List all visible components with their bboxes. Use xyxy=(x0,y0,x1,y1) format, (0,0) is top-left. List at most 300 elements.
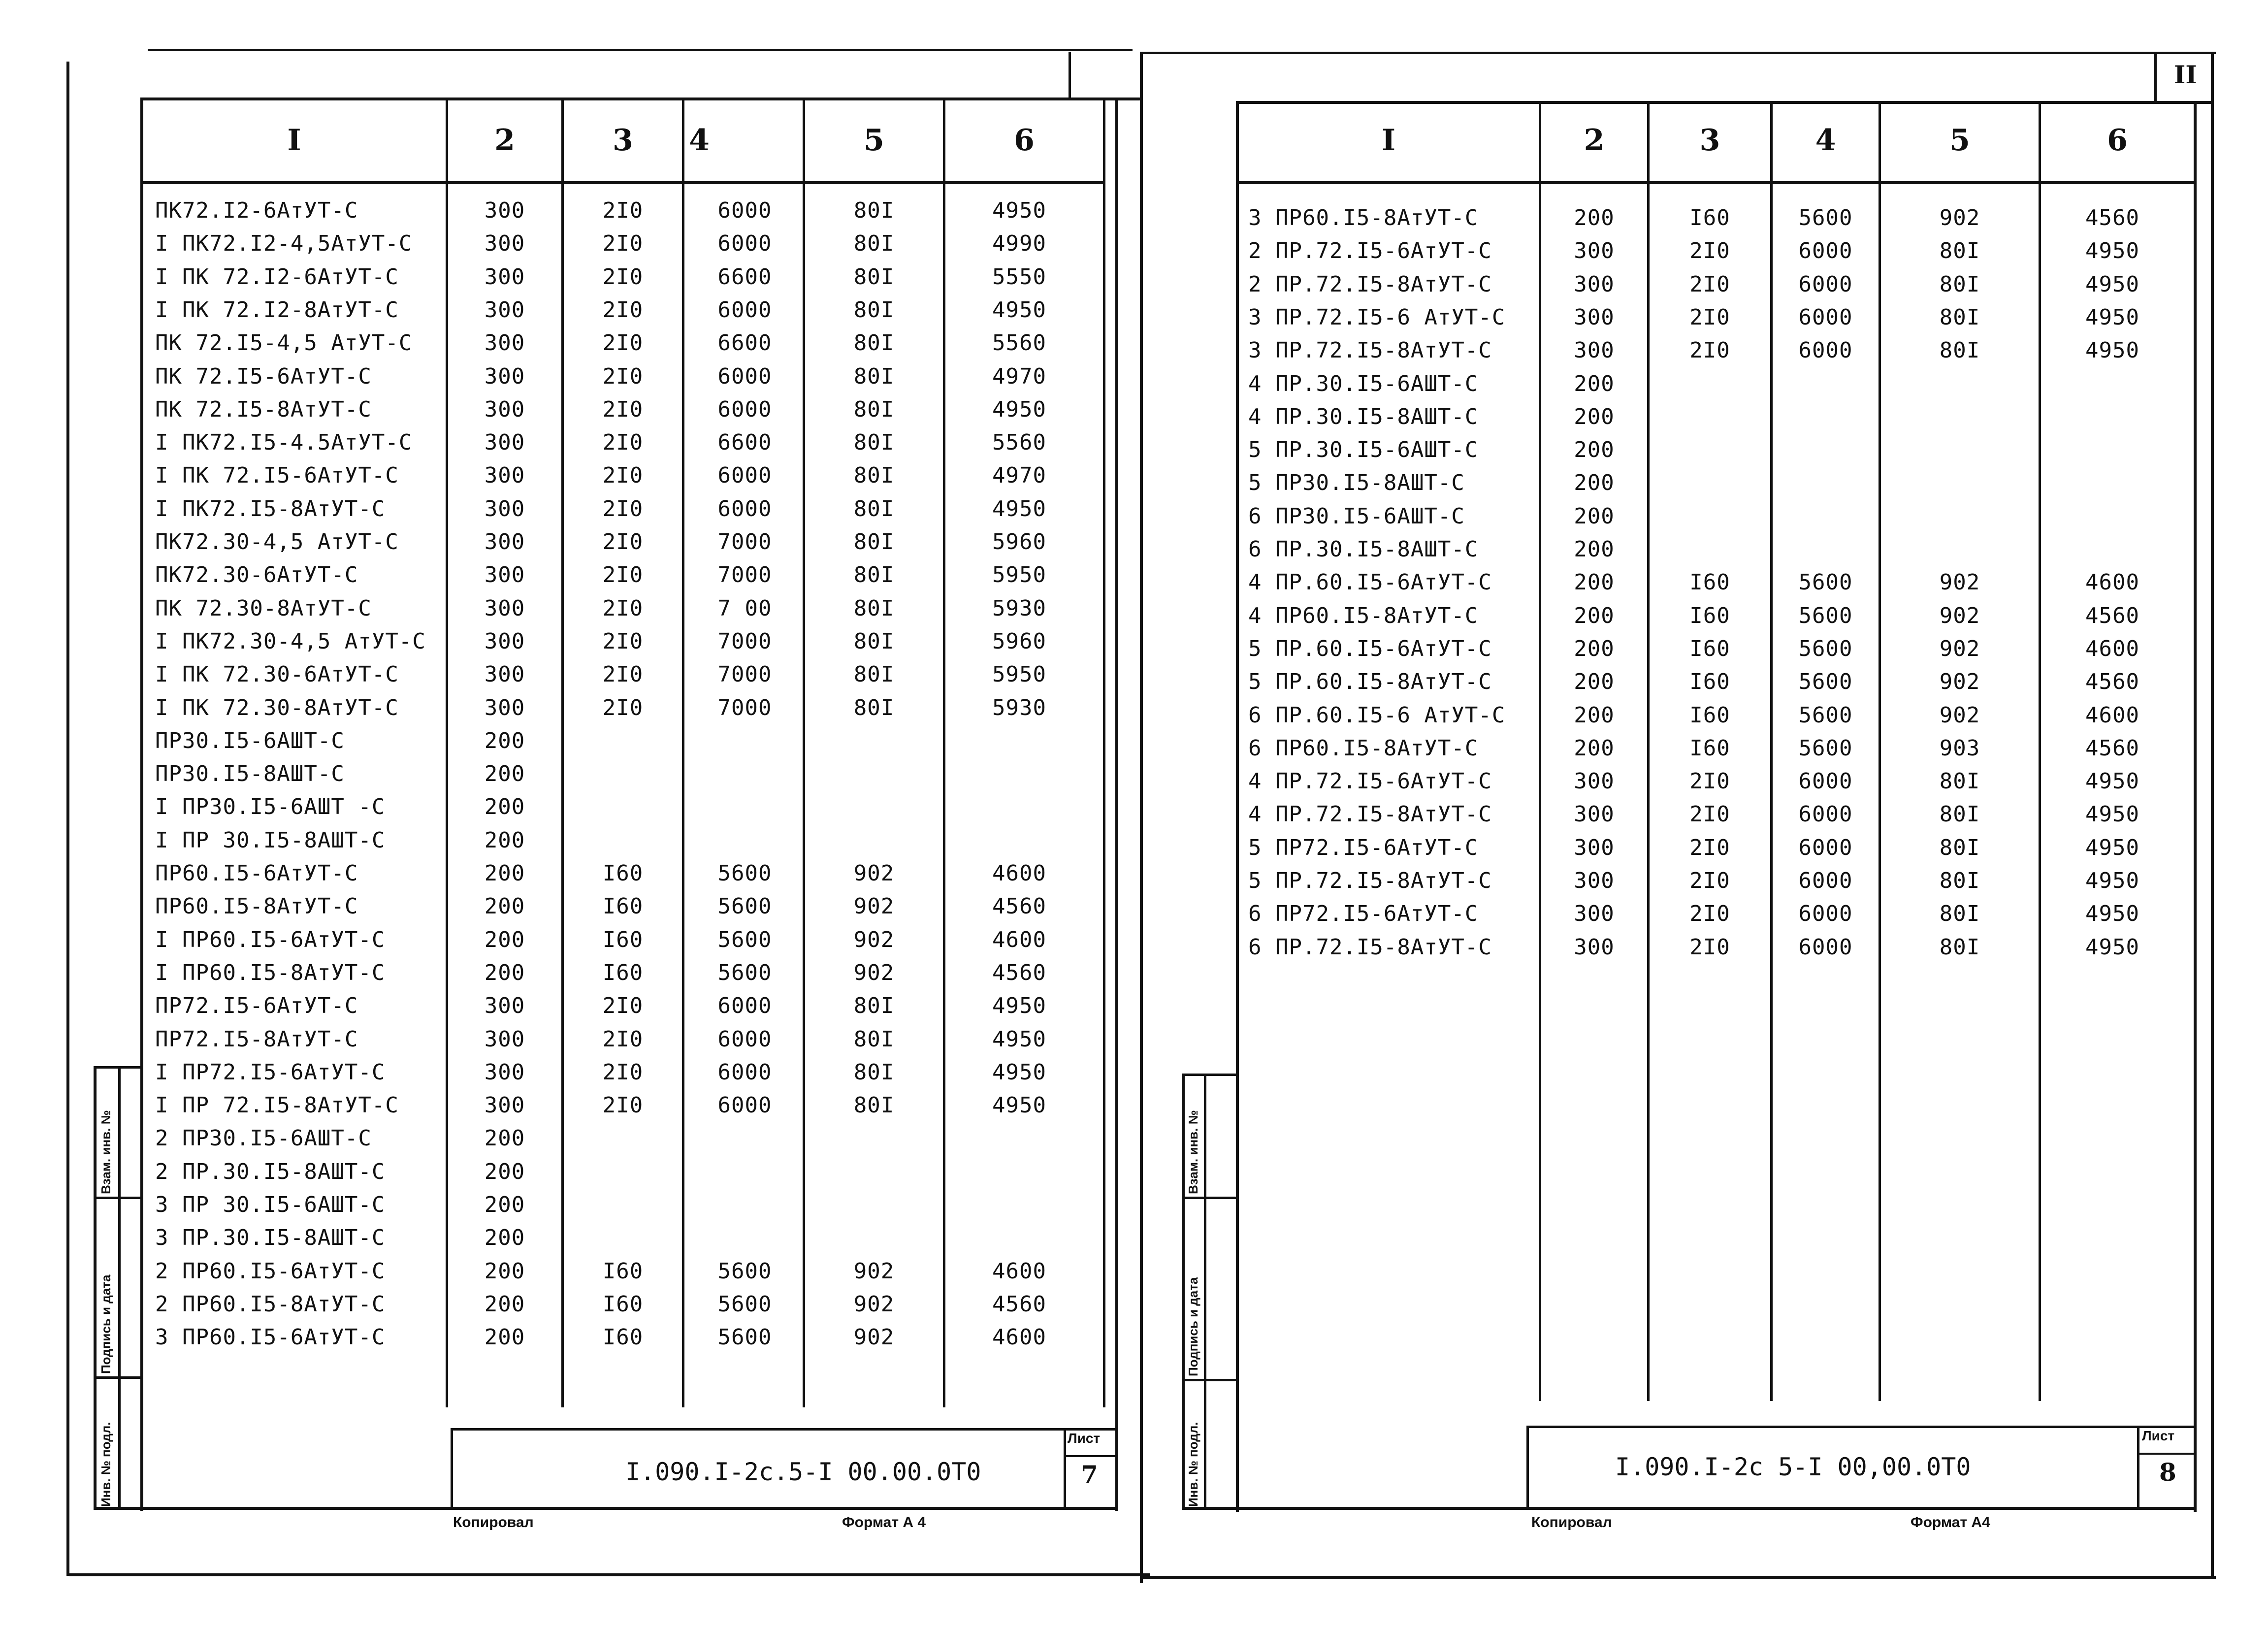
right-cell-col-5: 902 xyxy=(1939,669,1980,695)
left-cell-col-1: I ПК 72.30-6АтУТ-С xyxy=(155,662,399,687)
left-cell-col-5: 80I xyxy=(853,363,895,389)
left-cell-col-5: 80I xyxy=(853,595,895,621)
left-cell-col-5: 902 xyxy=(853,960,895,985)
left-cell-col-1: I ПК72.I2-4,5АтУТ-С xyxy=(155,231,413,257)
right-side-sign: Подпись и дата xyxy=(1186,1277,1200,1376)
left-footer-copied: Копировал xyxy=(453,1514,534,1530)
left-cell-col-3: 2I0 xyxy=(602,363,644,389)
right-cell-col-3: I60 xyxy=(1689,205,1730,230)
left-cell-col-4: 6000 xyxy=(717,1026,772,1052)
left-cell-col-3: 2I0 xyxy=(602,330,644,356)
left-side-vzam: Взам. инв. № xyxy=(98,1110,113,1194)
left-cell-col-3: 2I0 xyxy=(602,463,644,488)
left-cell-col-6: 4970 xyxy=(992,363,1046,389)
left-cell-col-2: 200 xyxy=(484,927,525,952)
left-cell-col-2: 300 xyxy=(484,1093,525,1118)
left-cell-col-1: ПР60.I5-6АтУТ-С xyxy=(155,861,358,886)
right-cell-col-5: 902 xyxy=(1939,702,1980,728)
left-header-col-2: 2 xyxy=(494,123,515,158)
right-cell-col-2: 200 xyxy=(1574,404,1615,429)
left-cell-col-5: 80I xyxy=(853,628,895,654)
right-side-vzam: Взам. инв. № xyxy=(1186,1110,1200,1194)
left-cell-col-3: 2I0 xyxy=(602,529,644,554)
left-cell-col-2: 300 xyxy=(484,595,525,621)
left-cell-col-1: ПК 72.I5-6АтУТ-С xyxy=(155,363,372,389)
left-cell-col-1: I ПК72.I5-8АтУТ-С xyxy=(155,496,386,521)
right-cell-col-2: 300 xyxy=(1574,802,1615,827)
right-cell-col-6: 4950 xyxy=(2085,802,2139,827)
left-cell-col-2: 200 xyxy=(484,728,525,753)
right-cell-col-6: 4950 xyxy=(2085,868,2139,893)
left-cell-col-4: 6600 xyxy=(717,330,772,356)
left-cell-col-4: 6000 xyxy=(717,363,772,389)
right-cell-col-3: 2I0 xyxy=(1689,271,1730,297)
right-cell-col-1: 4 ПР.72.I5-8АтУТ-С xyxy=(1248,802,1492,827)
left-cell-col-1: I ПК 72.I2-6АтУТ-С xyxy=(155,264,399,290)
right-cell-col-1: 6 ПР60.I5-8АтУТ-С xyxy=(1248,735,1479,761)
left-cell-col-4: 5600 xyxy=(717,927,772,952)
left-cell-col-6: 4950 xyxy=(992,993,1046,1019)
left-cell-col-5: 80I xyxy=(853,198,895,223)
right-cell-col-2: 300 xyxy=(1574,835,1615,860)
right-cell-col-1: 4 ПР.72.I5-6АтУТ-С xyxy=(1248,769,1492,794)
left-cell-col-5: 80I xyxy=(853,231,895,257)
left-cell-col-5: 80I xyxy=(853,529,895,554)
right-cell-col-3: 2I0 xyxy=(1689,901,1730,927)
left-cell-col-2: 200 xyxy=(484,1225,525,1251)
left-cell-col-3: I60 xyxy=(602,960,644,985)
left-cell-col-4: 6000 xyxy=(717,993,772,1019)
right-cell-col-4: 6000 xyxy=(1798,835,1853,860)
left-cell-col-1: 2 ПР30.I5-6АШТ-С xyxy=(155,1126,372,1151)
right-cell-col-1: 6 ПР.30.I5-8АШТ-С xyxy=(1248,537,1479,562)
left-cell-col-6: 4560 xyxy=(992,894,1046,919)
right-cell-col-5: 902 xyxy=(1939,636,1980,661)
left-cell-col-2: 300 xyxy=(484,264,525,290)
left-cell-col-6: 4950 xyxy=(992,1093,1046,1118)
left-cell-col-2: 300 xyxy=(484,1026,525,1052)
right-cell-col-6: 4950 xyxy=(2085,934,2139,960)
right-cell-col-1: 3 ПР60.I5-8АтУТ-С xyxy=(1248,205,1479,230)
right-cell-col-3: 2I0 xyxy=(1689,868,1730,893)
left-cell-col-3: 2I0 xyxy=(602,628,644,654)
right-cell-col-5: 80I xyxy=(1939,304,1980,330)
right-cell-col-1: 4 ПР.30.I5-8АШТ-С xyxy=(1248,404,1479,429)
left-cell-col-2: 300 xyxy=(484,562,525,588)
right-cell-col-2: 300 xyxy=(1574,901,1615,927)
right-cell-col-6: 4600 xyxy=(2085,570,2139,595)
left-cell-col-1: I ПР30.I5-6АШТ -С xyxy=(155,794,386,820)
right-cell-col-3: I60 xyxy=(1689,603,1730,628)
right-cell-col-1: 5 ПР.30.I5-6АШТ-С xyxy=(1248,437,1479,463)
left-cell-col-6: 4950 xyxy=(992,297,1046,323)
right-cell-col-2: 300 xyxy=(1574,304,1615,330)
right-cell-col-3: 2I0 xyxy=(1689,802,1730,827)
left-cell-col-4: 5600 xyxy=(717,861,772,886)
left-cell-col-2: 300 xyxy=(484,993,525,1019)
right-cell-col-1: 5 ПР.72.I5-8АтУТ-С xyxy=(1248,868,1492,893)
left-cell-col-1: 3 ПР.30.I5-8АШТ-С xyxy=(155,1225,386,1251)
right-cell-col-1: 5 ПР.60.I5-6АтУТ-С xyxy=(1248,636,1492,661)
left-cell-col-5: 902 xyxy=(853,1291,895,1317)
right-cell-col-5: 80I xyxy=(1939,934,1980,960)
left-cell-col-2: 200 xyxy=(484,827,525,853)
right-cell-col-2: 200 xyxy=(1574,537,1615,562)
left-cell-col-6: 5560 xyxy=(992,430,1046,456)
left-cell-col-4: 6000 xyxy=(717,1059,772,1085)
left-cell-col-1: ПР72.I5-8АтУТ-С xyxy=(155,1026,358,1052)
left-cell-col-3: 2I0 xyxy=(602,562,644,588)
right-cell-col-1: 6 ПР.72.I5-8АтУТ-С xyxy=(1248,934,1492,960)
left-cell-col-2: 200 xyxy=(484,761,525,787)
right-cell-col-6: 4560 xyxy=(2085,735,2139,761)
right-header-col-2: 2 xyxy=(1584,123,1605,158)
left-cell-col-6: 4990 xyxy=(992,231,1046,257)
left-cell-col-4: 5600 xyxy=(717,1325,772,1350)
left-cell-col-2: 300 xyxy=(484,695,525,720)
left-list-number: 7 xyxy=(1081,1460,1098,1489)
right-cell-col-1: 3 ПР.72.I5-8АтУТ-С xyxy=(1248,338,1492,363)
right-cell-col-1: 5 ПР.60.I5-8АтУТ-С xyxy=(1248,669,1492,695)
left-cell-col-6: 5560 xyxy=(992,330,1046,356)
right-cell-col-1: 5 ПР72.I5-6АтУТ-С xyxy=(1248,835,1479,860)
right-cell-col-1: 6 ПР.60.I5-6 АтУТ-С xyxy=(1248,702,1506,728)
left-cell-col-1: 3 ПР 30.I5-6АШТ-С xyxy=(155,1192,386,1217)
left-cell-col-4: 6000 xyxy=(717,297,772,323)
left-doc-code: I.090.I-2с.5-I 00.00.0Т0 xyxy=(625,1458,981,1486)
right-cell-col-3: I60 xyxy=(1689,636,1730,661)
left-cell-col-6: 5550 xyxy=(992,264,1046,290)
left-cell-col-1: I ПР 30.I5-8АШТ-С xyxy=(155,827,386,853)
left-cell-col-3: I60 xyxy=(602,894,644,919)
left-cell-col-2: 200 xyxy=(484,960,525,985)
right-header-col-3: 3 xyxy=(1699,123,1720,158)
right-cell-col-4: 6000 xyxy=(1798,934,1853,960)
left-cell-col-2: 300 xyxy=(484,430,525,456)
right-cell-col-5: 80I xyxy=(1939,901,1980,927)
left-cell-col-5: 902 xyxy=(853,861,895,886)
right-cell-col-6: 4950 xyxy=(2085,769,2139,794)
right-footer-copied: Копировал xyxy=(1531,1514,1612,1530)
right-cell-col-5: 902 xyxy=(1939,205,1980,230)
left-cell-col-1: ПР60.I5-8АтУТ-С xyxy=(155,894,358,919)
right-cell-col-1: 5 ПР30.I5-8АШТ-С xyxy=(1248,470,1465,496)
left-cell-col-3: 2I0 xyxy=(602,231,644,257)
right-cell-col-5: 80I xyxy=(1939,238,1980,264)
right-cell-col-4: 5600 xyxy=(1798,603,1853,628)
left-cell-col-2: 300 xyxy=(484,231,525,257)
right-cell-col-2: 300 xyxy=(1574,868,1615,893)
right-cell-col-4: 5600 xyxy=(1798,205,1853,230)
right-cell-col-2: 200 xyxy=(1574,205,1615,230)
left-cell-col-1: ПР30.I5-6АШТ-С xyxy=(155,728,345,753)
right-cell-col-4: 6000 xyxy=(1798,901,1853,927)
left-cell-col-3: 2I0 xyxy=(602,496,644,521)
left-cell-col-5: 80I xyxy=(853,695,895,720)
left-cell-col-6: 4560 xyxy=(992,1291,1046,1317)
left-cell-col-4: 5600 xyxy=(717,960,772,985)
left-cell-col-6: 4950 xyxy=(992,496,1046,521)
left-cell-col-4: 7000 xyxy=(717,628,772,654)
left-cell-col-6: 4950 xyxy=(992,198,1046,223)
left-cell-col-5: 80I xyxy=(853,662,895,687)
left-cell-col-4: 7000 xyxy=(717,662,772,687)
right-cell-col-1: 4 ПР.30.I5-6АШТ-С xyxy=(1248,371,1479,396)
left-cell-col-3: 2I0 xyxy=(602,264,644,290)
left-cell-col-3: 2I0 xyxy=(602,662,644,687)
left-cell-col-3: I60 xyxy=(602,927,644,952)
left-cell-col-1: ПК72.30-6АтУТ-С xyxy=(155,562,358,588)
left-cell-col-6: 4600 xyxy=(992,1325,1046,1350)
left-header-col-4: 4 xyxy=(689,123,710,158)
left-cell-col-2: 300 xyxy=(484,463,525,488)
right-cell-col-3: I60 xyxy=(1689,570,1730,595)
left-cell-col-2: 200 xyxy=(484,1325,525,1350)
left-cell-col-4: 5600 xyxy=(717,1258,772,1284)
right-cell-col-1: 6 ПР30.I5-6АШТ-С xyxy=(1248,503,1465,529)
left-cell-col-4: 6000 xyxy=(717,496,772,521)
left-cell-col-2: 200 xyxy=(484,1192,525,1217)
right-cell-col-2: 300 xyxy=(1574,271,1615,297)
left-cell-col-2: 300 xyxy=(484,1059,525,1085)
left-cell-col-3: 2I0 xyxy=(602,198,644,223)
right-cell-col-6: 4950 xyxy=(2085,835,2139,860)
left-cell-col-2: 300 xyxy=(484,198,525,223)
right-cell-col-6: 4560 xyxy=(2085,603,2139,628)
right-cell-col-2: 200 xyxy=(1574,669,1615,695)
left-cell-col-4: 6000 xyxy=(717,463,772,488)
left-cell-col-2: 200 xyxy=(484,894,525,919)
left-cell-col-4: 5600 xyxy=(717,1291,772,1317)
right-cell-col-2: 300 xyxy=(1574,934,1615,960)
right-cell-col-4: 6000 xyxy=(1798,802,1853,827)
left-cell-col-4: 7000 xyxy=(717,529,772,554)
right-cell-col-4: 6000 xyxy=(1798,304,1853,330)
right-cell-col-6: 4600 xyxy=(2085,636,2139,661)
right-cell-col-4: 6000 xyxy=(1798,271,1853,297)
left-cell-col-1: I ПР72.I5-6АтУТ-С xyxy=(155,1059,386,1085)
left-cell-col-2: 300 xyxy=(484,396,525,422)
left-cell-col-5: 80I xyxy=(853,430,895,456)
left-cell-col-3: 2I0 xyxy=(602,430,644,456)
left-cell-col-1: ПР72.I5-6АтУТ-С xyxy=(155,993,358,1019)
right-cell-col-2: 200 xyxy=(1574,702,1615,728)
left-cell-col-2: 200 xyxy=(484,861,525,886)
right-cell-col-4: 5600 xyxy=(1798,735,1853,761)
left-cell-col-5: 902 xyxy=(853,1325,895,1350)
right-cell-col-5: 902 xyxy=(1939,603,1980,628)
left-side-inv: Инв. № подл. xyxy=(98,1422,113,1507)
left-cell-col-2: 200 xyxy=(484,1126,525,1151)
left-cell-col-5: 80I xyxy=(853,993,895,1019)
right-doc-code: I.090.I-2с 5-I 00,00.0Т0 xyxy=(1615,1453,1971,1481)
left-cell-col-6: 4600 xyxy=(992,927,1046,952)
left-cell-col-5: 80I xyxy=(853,1026,895,1052)
left-cell-col-6: 5960 xyxy=(992,628,1046,654)
left-cell-col-4: 6000 xyxy=(717,1093,772,1118)
left-cell-col-3: 2I0 xyxy=(602,595,644,621)
right-cell-col-1: 2 ПР.72.I5-6АтУТ-С xyxy=(1248,238,1492,264)
left-cell-col-4: 7000 xyxy=(717,562,772,588)
right-cell-col-4: 6000 xyxy=(1798,238,1853,264)
right-cell-col-2: 300 xyxy=(1574,238,1615,264)
right-cell-col-6: 4950 xyxy=(2085,338,2139,363)
left-cell-col-5: 902 xyxy=(853,894,895,919)
left-cell-col-4: 5600 xyxy=(717,894,772,919)
right-cell-col-3: I60 xyxy=(1689,735,1730,761)
left-cell-col-5: 80I xyxy=(853,1059,895,1085)
left-cell-col-5: 80I xyxy=(853,463,895,488)
right-cell-col-5: 903 xyxy=(1939,735,1980,761)
right-cell-col-3: 2I0 xyxy=(1689,769,1730,794)
left-cell-col-4: 6600 xyxy=(717,430,772,456)
left-cell-col-5: 80I xyxy=(853,1093,895,1118)
left-cell-col-2: 200 xyxy=(484,1159,525,1184)
left-cell-col-1: ПР30.I5-8АШТ-С xyxy=(155,761,345,787)
left-cell-col-1: ПК72.30-4,5 АтУТ-С xyxy=(155,529,399,554)
left-cell-col-4: 6600 xyxy=(717,264,772,290)
left-header-col-6: 6 xyxy=(1014,123,1035,158)
right-page-number-top: II xyxy=(2174,60,2197,89)
left-cell-col-4: 6000 xyxy=(717,396,772,422)
right-cell-col-1: 4 ПР60.I5-8АтУТ-С xyxy=(1248,603,1479,628)
right-cell-col-4: 5600 xyxy=(1798,702,1853,728)
left-cell-col-6: 5950 xyxy=(992,662,1046,687)
right-cell-col-6: 4950 xyxy=(2085,238,2139,264)
left-cell-col-1: I ПР60.I5-6АтУТ-С xyxy=(155,927,386,952)
right-cell-col-6: 4950 xyxy=(2085,304,2139,330)
left-cell-col-4: 6000 xyxy=(717,231,772,257)
left-cell-col-1: 3 ПР60.I5-6АтУТ-С xyxy=(155,1325,386,1350)
right-cell-col-3: 2I0 xyxy=(1689,934,1730,960)
left-cell-col-1: 2 ПР60.I5-6АтУТ-С xyxy=(155,1258,386,1284)
left-cell-col-1: I ПК 72.I2-8АтУТ-С xyxy=(155,297,399,323)
left-list-label: Лист xyxy=(1068,1431,1101,1446)
right-list-label: Лист xyxy=(2142,1428,2175,1443)
right-footer-format: Формат А4 xyxy=(1911,1514,1990,1530)
left-cell-col-3: 2I0 xyxy=(602,1093,644,1118)
right-cell-col-5: 80I xyxy=(1939,835,1980,860)
left-header-col-3: 3 xyxy=(613,123,633,158)
left-cell-col-2: 300 xyxy=(484,363,525,389)
right-cell-col-1: 2 ПР.72.I5-8АтУТ-С xyxy=(1248,271,1492,297)
left-header-col-1: I xyxy=(287,123,301,158)
right-cell-col-5: 902 xyxy=(1939,570,1980,595)
left-cell-col-5: 80I xyxy=(853,396,895,422)
left-cell-col-1: I ПК 72.30-8АтУТ-С xyxy=(155,695,399,720)
right-cell-col-3: I60 xyxy=(1689,702,1730,728)
left-cell-col-5: 80I xyxy=(853,330,895,356)
right-cell-col-6: 4560 xyxy=(2085,669,2139,695)
left-cell-col-3: I60 xyxy=(602,1291,644,1317)
right-cell-col-1: 4 ПР.60.I5-6АтУТ-С xyxy=(1248,570,1492,595)
left-cell-col-2: 300 xyxy=(484,297,525,323)
left-cell-col-6: 5930 xyxy=(992,595,1046,621)
right-cell-col-1: 6 ПР72.I5-6АтУТ-С xyxy=(1248,901,1479,927)
left-cell-col-3: 2I0 xyxy=(602,1026,644,1052)
right-cell-col-3: I60 xyxy=(1689,669,1730,695)
right-header-col-5: 5 xyxy=(1949,123,1970,158)
left-cell-col-6: 5950 xyxy=(992,562,1046,588)
left-cell-col-1: ПК 72.30-8АтУТ-С xyxy=(155,595,372,621)
left-cell-col-2: 300 xyxy=(484,496,525,521)
left-cell-col-2: 300 xyxy=(484,628,525,654)
left-cell-col-2: 300 xyxy=(484,529,525,554)
right-cell-col-2: 200 xyxy=(1574,470,1615,496)
left-cell-col-6: 5930 xyxy=(992,695,1046,720)
right-header-col-4: 4 xyxy=(1815,123,1836,158)
right-cell-col-4: 6000 xyxy=(1798,338,1853,363)
right-cell-col-5: 80I xyxy=(1939,769,1980,794)
left-cell-col-6: 4950 xyxy=(992,396,1046,422)
left-cell-col-1: ПК 72.I5-4,5 АтУТ-С xyxy=(155,330,413,356)
right-cell-col-2: 200 xyxy=(1574,636,1615,661)
right-cell-col-6: 4950 xyxy=(2085,271,2139,297)
left-cell-col-1: I ПР 72.I5-8АтУТ-С xyxy=(155,1093,399,1118)
right-cell-col-2: 200 xyxy=(1574,437,1615,463)
left-footer-format: Формат А 4 xyxy=(842,1514,926,1530)
left-cell-col-1: ПК 72.I5-8АтУТ-С xyxy=(155,396,372,422)
right-cell-col-4: 6000 xyxy=(1798,868,1853,893)
left-cell-col-3: 2I0 xyxy=(602,993,644,1019)
left-cell-col-1: ПК72.I2-6АтУТ-С xyxy=(155,198,358,223)
left-cell-col-6: 4560 xyxy=(992,960,1046,985)
right-cell-col-4: 5600 xyxy=(1798,636,1853,661)
right-cell-col-5: 80I xyxy=(1939,271,1980,297)
right-cell-col-4: 6000 xyxy=(1798,769,1853,794)
right-cell-col-2: 200 xyxy=(1574,503,1615,529)
left-cell-col-3: I60 xyxy=(602,1325,644,1350)
left-cell-col-1: I ПК 72.I5-6АтУТ-С xyxy=(155,463,399,488)
left-cell-col-3: 2I0 xyxy=(602,297,644,323)
right-cell-col-5: 80I xyxy=(1939,802,1980,827)
left-cell-col-4: 7000 xyxy=(717,695,772,720)
right-cell-col-3: 2I0 xyxy=(1689,835,1730,860)
right-cell-col-2: 200 xyxy=(1574,603,1615,628)
left-cell-col-2: 200 xyxy=(484,794,525,820)
left-cell-col-6: 4950 xyxy=(992,1026,1046,1052)
right-header-col-1: I xyxy=(1381,123,1396,158)
left-cell-col-5: 902 xyxy=(853,927,895,952)
left-cell-col-6: 4970 xyxy=(992,463,1046,488)
left-cell-col-5: 902 xyxy=(853,1258,895,1284)
left-cell-col-3: 2I0 xyxy=(602,1059,644,1085)
left-cell-col-4: 7 00 xyxy=(717,595,772,621)
right-cell-col-2: 200 xyxy=(1574,371,1615,396)
left-cell-col-1: 2 ПР60.I5-8АтУТ-С xyxy=(155,1291,386,1317)
right-cell-col-1: 3 ПР.72.I5-6 АтУТ-С xyxy=(1248,304,1506,330)
left-cell-col-1: I ПК72.I5-4.5АтУТ-С xyxy=(155,430,413,456)
right-cell-col-6: 4560 xyxy=(2085,205,2139,230)
left-cell-col-3: 2I0 xyxy=(602,695,644,720)
right-cell-col-5: 80I xyxy=(1939,338,1980,363)
left-cell-col-6: 4600 xyxy=(992,1258,1046,1284)
right-list-number: 8 xyxy=(2159,1458,2176,1487)
left-cell-col-1: 2 ПР.30.I5-8АШТ-С xyxy=(155,1159,386,1184)
left-cell-col-6: 4600 xyxy=(992,861,1046,886)
left-cell-col-5: 80I xyxy=(853,297,895,323)
right-cell-col-5: 80I xyxy=(1939,868,1980,893)
right-cell-col-2: 300 xyxy=(1574,338,1615,363)
right-cell-col-6: 4600 xyxy=(2085,702,2139,728)
left-cell-col-6: 4950 xyxy=(992,1059,1046,1085)
right-cell-col-3: 2I0 xyxy=(1689,304,1730,330)
left-cell-col-2: 300 xyxy=(484,662,525,687)
left-cell-col-3: I60 xyxy=(602,861,644,886)
left-cell-col-2: 300 xyxy=(484,330,525,356)
right-cell-col-3: 2I0 xyxy=(1689,238,1730,264)
left-cell-col-5: 80I xyxy=(853,562,895,588)
